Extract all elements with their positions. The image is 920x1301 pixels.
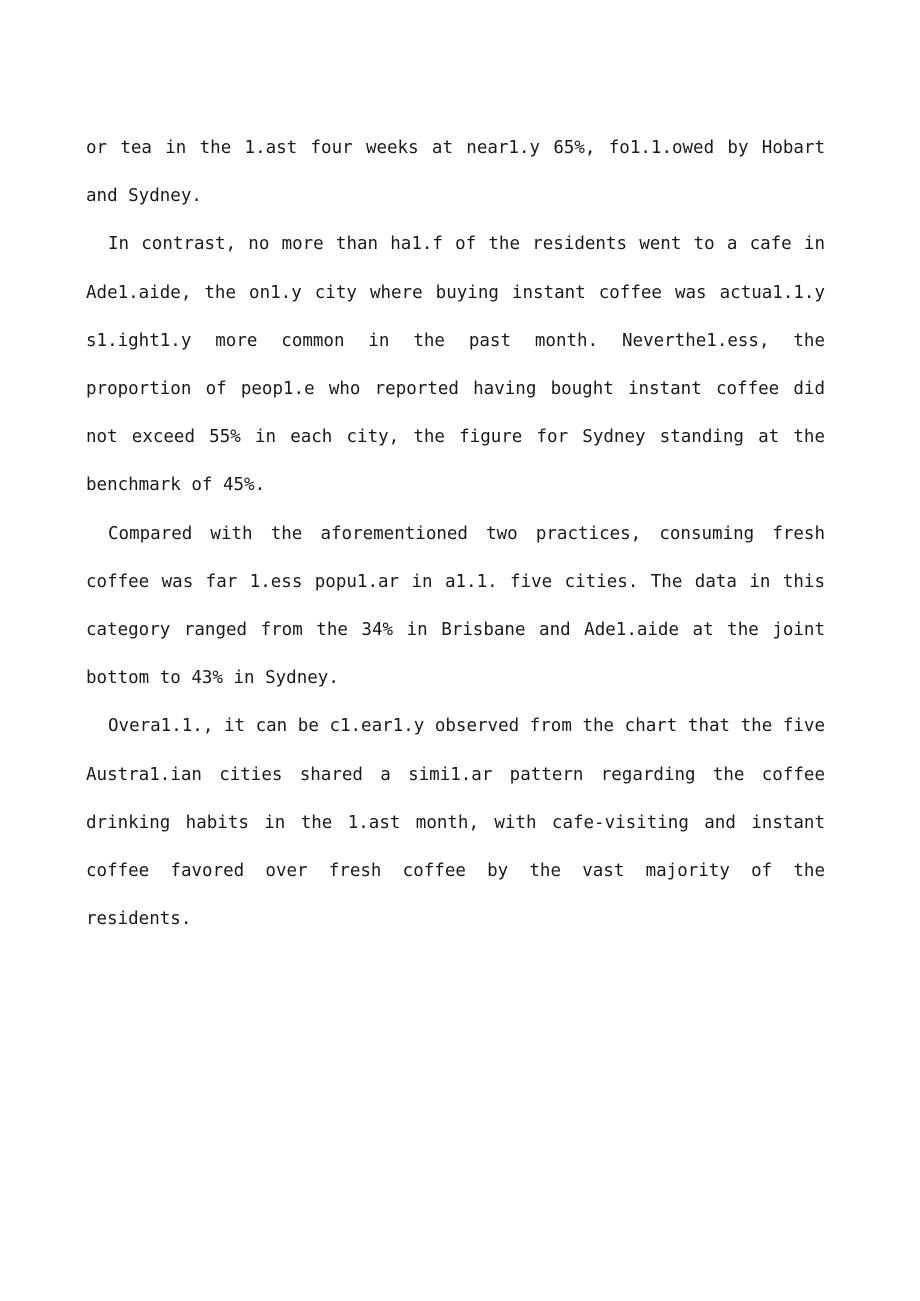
paragraph-2: In contrast, no more than ha1.f of the residents went to a cafe in Ade1.aide, the on1.y city where buying instant coffee was actua1.1.y s1.ight1.y more common in the past month. Neverthe1.ess, the proportion of peop1.e who reported having bought instant coffee did not exceed 55% in each city, the figure for Sydney standing at the benchmark of 45%. [86,234,825,496]
paragraph-1: or tea in the 1.ast four weeks at near1.y 65%, fo1.1.owed by Hobart and Sydney. [86,138,825,207]
document-body [86,124,825,943]
paragraph-3: Compared with the aforementioned two practices, consuming fresh coffee was far 1.ess popu1.ar in a1.1. five cities. The data in this category ranged from the 34% in Brisbane and Ade1.aide at the joint bottom to 43% in Sydney. [86,523,825,689]
paragraph-4: Overa1.1., it can be c1.ear1.y observed from the chart that the five Austra1.ian cities shared a simi1.ar pattern regarding the coffee drinking habits in the 1.ast month, with cafe-visiting and instant coffee favored over fresh coffee by the vast majority of the residents. [86,716,825,930]
